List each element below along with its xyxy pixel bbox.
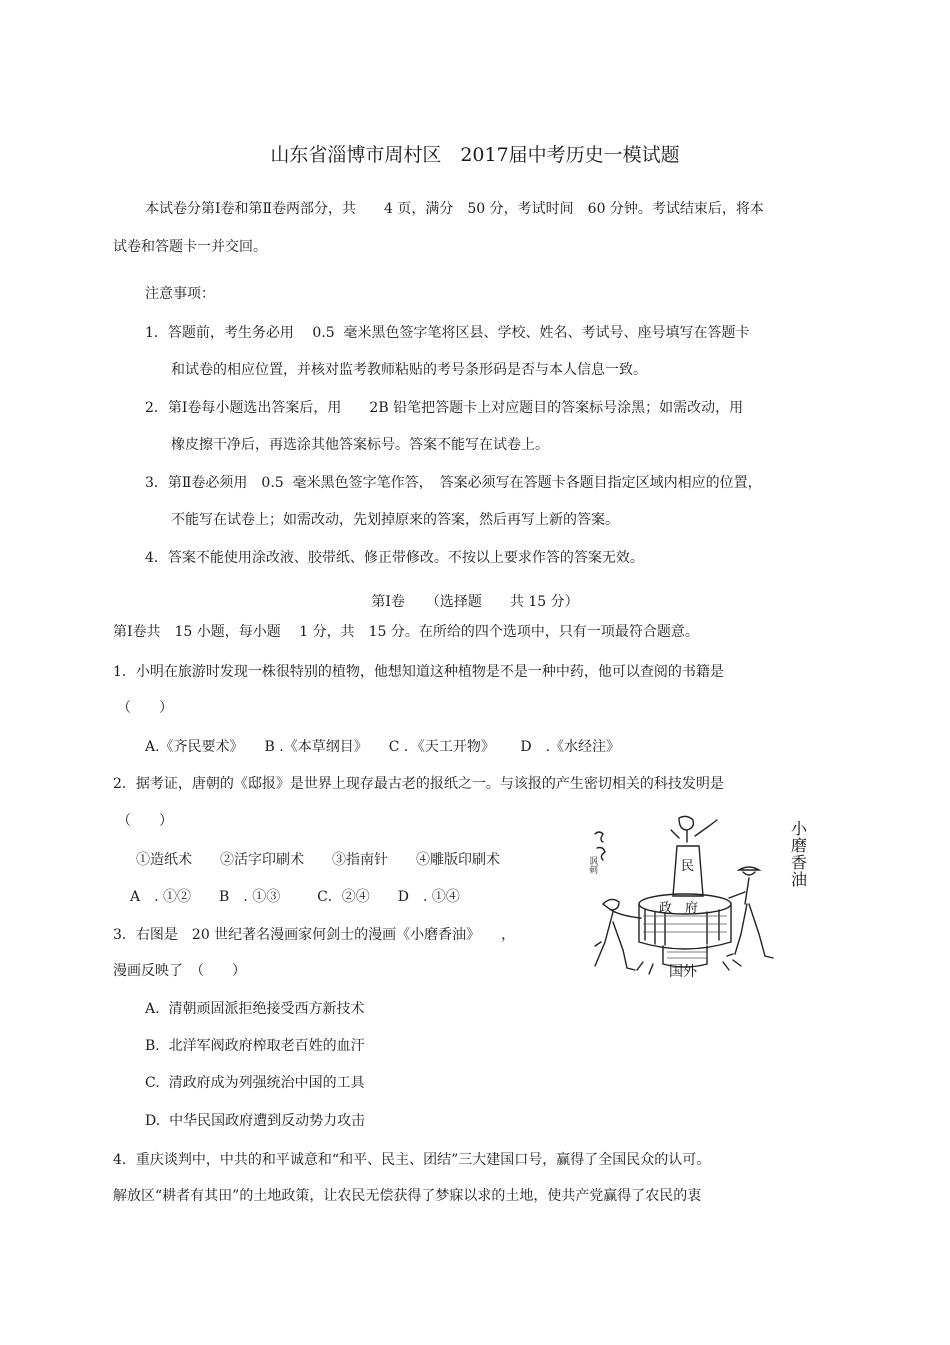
section-heading: 第Ⅰ卷 （选择题 共 15 分）	[371, 594, 579, 610]
q3-stem: 3．右图是 20 世纪著名漫画家何剑士的漫画《小磨香油》 ，	[113, 927, 516, 943]
q2-items: ①造纸术 ②活字印刷术 ③指南针 ④雕版印刷术	[136, 852, 500, 868]
q4-line-2: 解放区“耕者有其田”的土地政策，让农民无偿获得了梦寐以求的土地，使共产党赢得了农民的衷	[113, 1188, 702, 1204]
cartoon-label-gov: 政 府	[659, 900, 699, 915]
section-instruction: 第Ⅰ卷共 15 小题，每小题 1 分，共 15 分。在所给的四个选项中，只有一项最符合题意。	[113, 624, 699, 640]
intro-line-2: 试卷和答题卡一并交回。	[113, 239, 267, 255]
q1-paren: （ ）	[117, 700, 173, 716]
q3-option-a: A. 清朝顽固派拒绝接受西方新技术	[145, 1001, 365, 1017]
note-4-line-1: 4．答案不能使用涂改液、胶带纸、修正带修改。不按以上要求作答的答案无效。	[145, 550, 644, 566]
cartoon-label-foreign: 国外	[669, 965, 697, 980]
q3-option-d: D. 中华民国政府遭到反动势力攻击	[145, 1113, 366, 1129]
q1-options: A.《齐民要术》 B .《本草纲目》 C ．《天工开物》 D .《水经注》	[145, 739, 621, 755]
note-3-line-1: 3．第Ⅱ卷必须用 0.5 毫米黑色签字笔作答， 答案必须写在答题卡各题目指定区域内相应的位置，	[145, 475, 762, 491]
cartoon-signature-text: 讽刺	[588, 856, 598, 874]
q3-option-c: C. 清政府成为列强统治中国的工具	[145, 1075, 365, 1091]
q2-paren: （ ）	[117, 813, 173, 829]
q1-stem: 1．小明在旅游时发现一株很特别的植物，他想知道这种植物是不是一种中药，他可以查阅的书籍是	[113, 664, 724, 680]
note-2-line-1: 2．第Ⅰ卷每小题选出答案后，用 2B 铅笔把答题卡上对应题目的答案标号涂黑；如需改动，用	[145, 400, 744, 416]
q2-options: A . ①② B . ①③ C．②④ D . ①④	[130, 889, 460, 905]
q3-stem-2: 漫画反映了 （ ）	[113, 963, 246, 979]
note-3-line-2: 不能写在试卷上；如需改动，先划掉原来的答案，然后再写上新的答案。	[171, 512, 619, 528]
q3-option-b: B. 北洋军阀政府榨取老百姓的血汗	[145, 1038, 365, 1054]
cartoon-caption: 小磨香油	[788, 820, 806, 888]
q2-stem: 2．据考证，唐朝的《邸报》是世界上现存最古老的报纸之一。与该报的产生密切相关的科技发明是	[113, 776, 724, 792]
cartoon-label-min: 民	[681, 858, 695, 873]
q4-line-1: 4．重庆谈判中，中共的和平诚意和“和平、民主、团结”三大建国口号，赢得了全国民众的认可。	[113, 1152, 711, 1168]
note-1-line-1: 1．答题前，考生务必用 0.5 毫米黑色签字笔将区县、学校、姓名、考试号、座号填写在答题卡	[145, 325, 750, 341]
note-2-line-2: 橡皮擦干净后，再选涂其他答案标号。答案不能写在试卷上。	[171, 437, 549, 453]
page-title: 山东省淄博市周村区 2017届中考历史一模试题	[270, 144, 680, 166]
cartoon-illustration	[583, 812, 813, 982]
notes-heading: 注意事项：	[145, 286, 215, 302]
intro-line-1: 本试卷分第Ⅰ卷和第Ⅱ卷两部分，共 4 页，满分 50 分，考试时间 60 分钟。考试结束后，将本	[145, 201, 764, 217]
note-1-line-2: 和试卷的相应位置，并核对监考教师粘贴的考号条形码是否与本人信息一致。	[171, 362, 647, 378]
